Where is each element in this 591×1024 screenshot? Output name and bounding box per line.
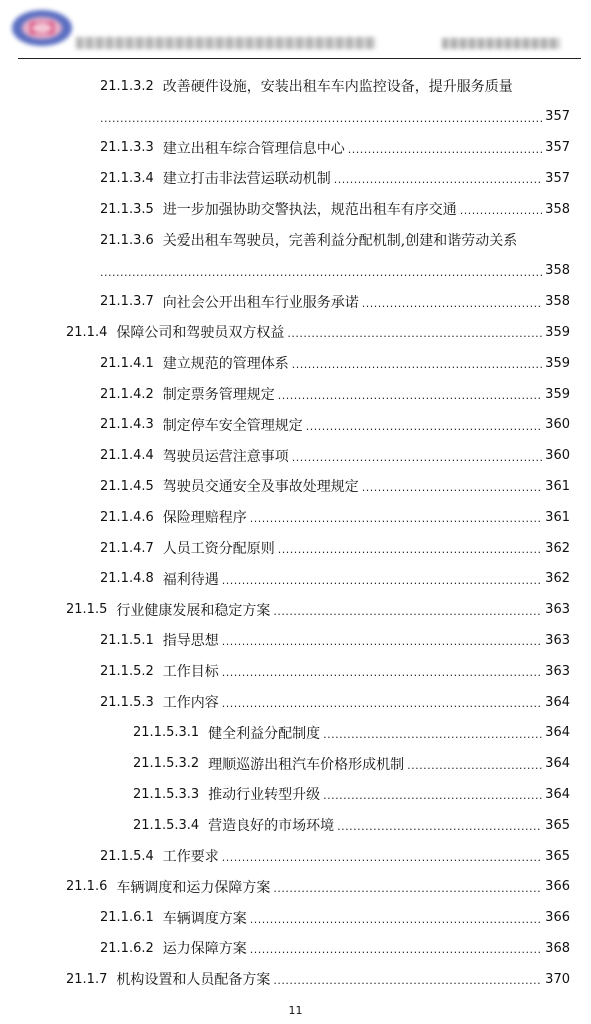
toc-entry-page: 358 xyxy=(545,201,570,217)
toc-entry-number: 21.1.5.2 xyxy=(100,663,154,679)
toc-entry-page: 359 xyxy=(545,324,570,340)
toc-entry-page: 364 xyxy=(545,694,570,710)
toc-leader-dots xyxy=(222,690,542,714)
toc-entry-page: 368 xyxy=(545,940,570,956)
toc-entry-title: 工作内容 xyxy=(162,695,219,711)
toc-leader-dots xyxy=(100,259,542,283)
toc-entry[interactable] xyxy=(100,659,570,683)
toc-entry[interactable] xyxy=(133,782,570,806)
toc-entry-number: 21.1.4.6 xyxy=(100,509,154,525)
toc-entry[interactable] xyxy=(100,505,570,529)
toc-entry-title: 进一步加强协助交警执法，规范出租车有序交通 xyxy=(162,202,457,219)
toc-entry-title: 福利待遇 xyxy=(162,571,219,588)
toc-entry-page: 370 xyxy=(545,971,570,987)
toc-entry-page: 364 xyxy=(545,786,570,802)
page-header xyxy=(0,0,591,62)
toc-entry[interactable] xyxy=(100,474,570,498)
toc-entry-page: 357 xyxy=(545,170,570,186)
toc-entry-title: 关爱出租车驾驶员，完善利益分配机制,创建和谐劳动关系 xyxy=(162,233,518,249)
toc-entry[interactable] xyxy=(100,444,570,468)
page-number: 11 xyxy=(288,1004,303,1017)
toc-entry[interactable] xyxy=(133,813,570,837)
toc-entry-page: 361 xyxy=(545,478,570,494)
toc-entry-page: 358 xyxy=(545,263,570,279)
toc-leader-dots xyxy=(292,351,542,375)
toc-entry-title: 工作目标 xyxy=(162,664,219,681)
toc-entry-title: 机构设置和人员配备方案 xyxy=(116,972,271,989)
toc-entry-number: 21.1.3.3 xyxy=(100,140,154,156)
toc-leader-dots xyxy=(222,659,542,683)
toc-entry-number: 21.1.5.3.3 xyxy=(133,786,200,802)
toc-entry-page: 363 xyxy=(545,663,570,679)
toc-entry-number: 21.1.6.2 xyxy=(100,940,154,956)
toc-entry-number: 21.1.4.3 xyxy=(100,417,154,433)
toc-entry-title: 人员工资分配原则 xyxy=(162,541,275,557)
toc-entry-number: 21.1.6.1 xyxy=(100,910,154,926)
header-divider xyxy=(18,58,581,59)
toc-entry-title: 工作要求 xyxy=(162,849,219,865)
toc-entry-number: 21.1.4.2 xyxy=(100,386,154,402)
toc-leader-dots xyxy=(334,166,542,190)
toc-entry-page: 362 xyxy=(545,571,570,587)
toc-entry-page: 365 xyxy=(545,817,570,833)
toc-entry[interactable] xyxy=(100,690,570,714)
toc-entry-number: 21.1.5.3 xyxy=(100,694,154,710)
toc-entry[interactable] xyxy=(66,320,570,344)
toc-entry-title: 驾驶员运营注意事项 xyxy=(162,448,289,465)
toc-leader-dots xyxy=(460,197,542,221)
toc-entry-page: 358 xyxy=(545,294,570,310)
toc-leader-dots xyxy=(222,844,542,868)
toc-entry[interactable] xyxy=(100,74,570,98)
toc-entry-title: 保障公司和驾驶员双方权益 xyxy=(116,325,285,342)
toc-entry-page: 360 xyxy=(545,417,570,433)
toc-entry-page: 366 xyxy=(545,879,570,895)
toc-entry-title: 建立规范的管理体系 xyxy=(162,356,289,373)
toc-entry[interactable] xyxy=(66,967,570,991)
toc-entry-number: 21.1.4.1 xyxy=(100,355,154,371)
toc-entry-number: 21.1.5.3.1 xyxy=(133,725,200,741)
toc-entry-leader-line[interactable] xyxy=(100,259,570,283)
toc-entry-page: 360 xyxy=(545,448,570,464)
toc-entry-title: 运力保障方案 xyxy=(162,941,247,958)
toc-entry-number: 21.1.7 xyxy=(66,971,108,987)
toc-leader-dots xyxy=(362,290,542,314)
toc-leader-dots xyxy=(407,752,542,776)
toc-entry-number: 21.1.3.4 xyxy=(100,170,154,186)
toc-entry[interactable] xyxy=(100,844,570,868)
toc-entry[interactable] xyxy=(100,228,570,252)
toc-entry-page: 363 xyxy=(545,632,570,648)
toc-entry[interactable] xyxy=(100,290,570,314)
toc-leader-dots xyxy=(287,320,542,344)
toc-entry-number: 21.1.5.3.2 xyxy=(133,756,200,772)
toc-entry-title: 保险理赔程序 xyxy=(162,510,247,527)
toc-entry-number: 21.1.4 xyxy=(66,324,108,340)
toc-leader-dots xyxy=(250,505,542,529)
toc-leader-dots xyxy=(273,598,542,622)
toc-entry-number: 21.1.4.4 xyxy=(100,448,154,464)
toc-entry-number: 21.1.5.4 xyxy=(100,848,154,864)
toc-entry-title: 驾驶员交通安全及事故处理规定 xyxy=(162,479,359,496)
toc-entry-title: 制定票务管理规定 xyxy=(162,387,275,403)
toc-entry-number: 21.1.5.3.4 xyxy=(133,817,200,833)
toc-entry-page: 357 xyxy=(545,109,570,125)
toc-entry[interactable] xyxy=(100,197,570,221)
toc-leader-dots xyxy=(273,967,542,991)
toc-leader-dots xyxy=(278,536,542,560)
toc-entry[interactable] xyxy=(100,351,570,375)
toc-leader-dots xyxy=(348,136,542,160)
toc-entry-title: 制定停车安全管理规定 xyxy=(162,417,303,434)
toc-entry-number: 21.1.4.5 xyxy=(100,478,154,494)
toc-entry-number: 21.1.3.6 xyxy=(100,232,154,248)
company-logo-icon xyxy=(8,6,76,50)
toc-entry[interactable] xyxy=(100,536,570,560)
toc-entry-title: 建立打击非法营运联动机制 xyxy=(162,171,331,188)
toc-entry-title: 推动行业转型升级 xyxy=(208,787,321,804)
toc-entry[interactable] xyxy=(100,906,570,930)
toc-entry-number: 21.1.4.7 xyxy=(100,540,154,556)
toc-entry-title: 营造良好的市场环境 xyxy=(208,818,335,835)
toc-entry[interactable] xyxy=(100,166,570,190)
toc-entry-title: 向社会公开出租车行业服务承诺 xyxy=(162,294,359,311)
toc-leader-dots xyxy=(250,936,542,960)
toc-entry-title: 车辆调度方案 xyxy=(162,910,247,927)
toc-entry[interactable] xyxy=(100,413,570,437)
toc-entry-page: 364 xyxy=(545,756,570,772)
toc-leader-dots xyxy=(323,721,542,745)
toc-leader-dots xyxy=(273,875,542,899)
toc-entry-page: 365 xyxy=(545,848,570,864)
toc-entry-page: 359 xyxy=(545,355,570,371)
toc-leader-dots xyxy=(337,813,542,837)
toc-entry[interactable] xyxy=(66,598,570,622)
toc-entry-number: 21.1.4.8 xyxy=(100,571,154,587)
toc-entry-number: 21.1.3.7 xyxy=(100,294,154,310)
toc-entry[interactable] xyxy=(100,628,570,652)
toc-entry-leader-line[interactable] xyxy=(100,105,570,129)
toc-entry[interactable] xyxy=(66,875,570,899)
toc-leader-dots xyxy=(222,567,542,591)
toc-entry[interactable] xyxy=(133,752,570,776)
toc-entry-page: 366 xyxy=(545,910,570,926)
toc-leader-dots xyxy=(323,782,542,806)
toc-entry[interactable] xyxy=(100,382,570,406)
toc-leader-dots xyxy=(292,444,542,468)
toc-entry[interactable] xyxy=(100,936,570,960)
header-title-blurred xyxy=(76,37,376,49)
toc-entry-number: 21.1.5 xyxy=(66,602,108,618)
toc-entry-title: 车辆调度和运力保障方案 xyxy=(116,879,271,896)
toc-leader-dots xyxy=(250,906,542,930)
toc-entry-page: 364 xyxy=(545,725,570,741)
toc-entry[interactable] xyxy=(100,567,570,591)
toc-entry-title: 改善硬件设施，安装出租车车内监控设备，提升服务质量 xyxy=(162,79,513,95)
toc-entry-page: 363 xyxy=(545,602,570,618)
toc-entry-page: 362 xyxy=(545,540,570,556)
toc-entry-title: 指导思想 xyxy=(162,633,219,650)
toc-entry-title: 建立出租车综合管理信息中心 xyxy=(162,140,345,157)
toc-leader-dots xyxy=(278,382,542,406)
toc-leader-dots xyxy=(306,413,542,437)
toc-entry-title: 行业健康发展和稳定方案 xyxy=(116,602,271,619)
toc-entry-number: 21.1.5.1 xyxy=(100,632,154,648)
toc-entry-number: 21.1.3.2 xyxy=(100,78,154,94)
toc-entry[interactable] xyxy=(133,721,570,745)
toc-entry-number: 21.1.3.5 xyxy=(100,201,154,217)
toc-entry-page: 359 xyxy=(545,386,570,402)
toc-entry[interactable] xyxy=(100,136,570,160)
toc-leader-dots xyxy=(100,105,542,129)
toc-entry-page: 357 xyxy=(545,140,570,156)
header-subtitle-blurred xyxy=(442,38,560,49)
toc-leader-dots xyxy=(362,474,542,498)
toc-leader-dots xyxy=(222,628,542,652)
toc-entry-title: 健全利益分配制度 xyxy=(208,725,321,742)
toc-entry-title: 理顺巡游出租汽车价格形成机制 xyxy=(208,756,405,773)
toc-entry-number: 21.1.6 xyxy=(66,879,108,895)
toc-entry-page: 361 xyxy=(545,509,570,525)
